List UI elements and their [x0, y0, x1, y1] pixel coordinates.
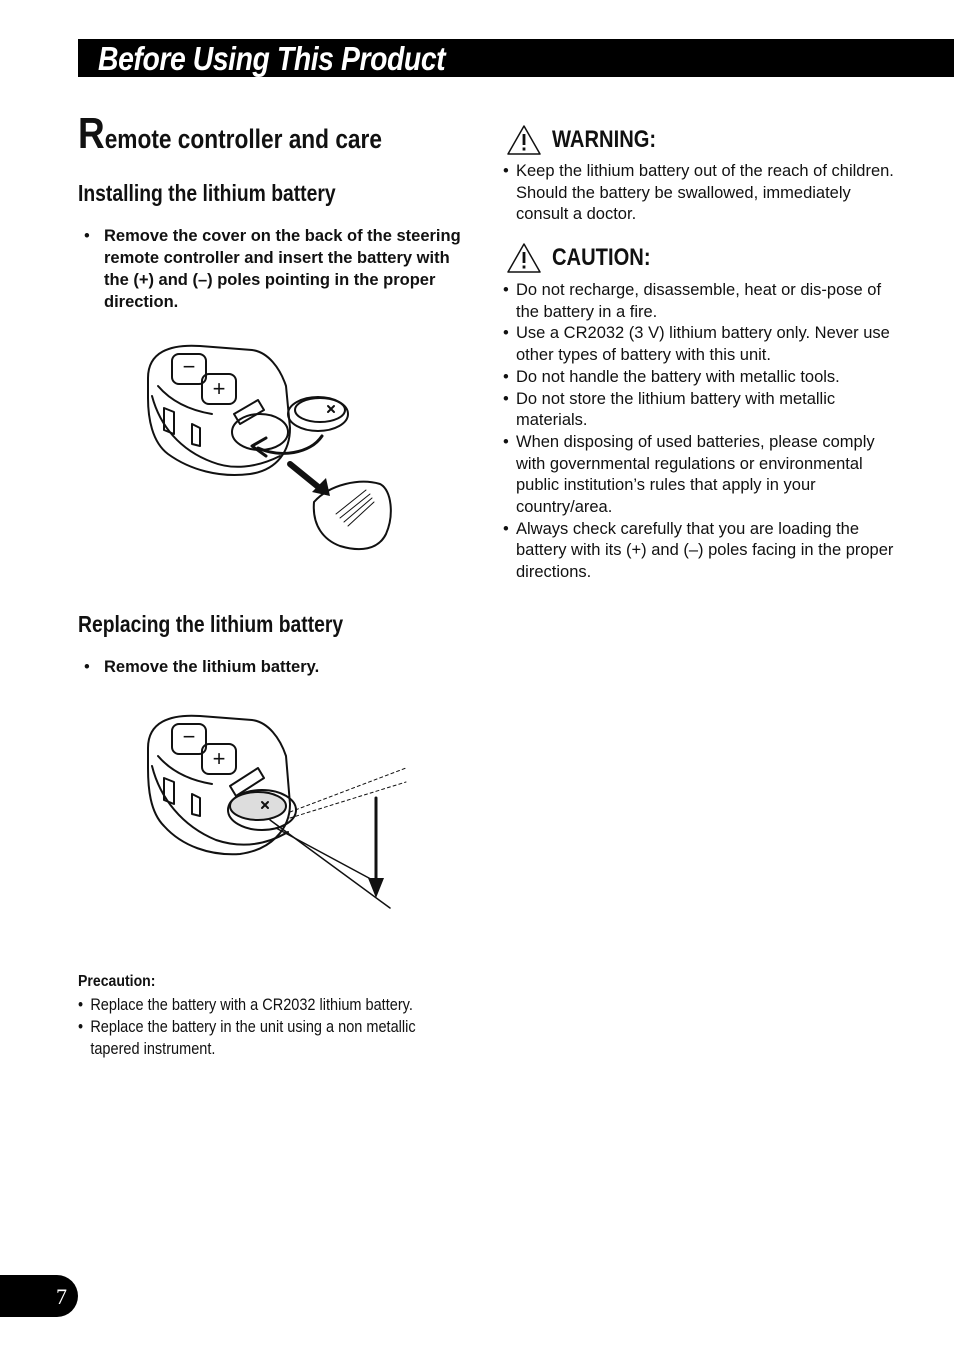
precaution-item: • Replace the battery with a CR2032 lithium battery.: [78, 994, 456, 1016]
remote-battery-remove-illustration: [140, 708, 420, 918]
caution-item: • Do not handle the battery with metallic tools.: [503, 367, 903, 389]
section-title-initial: R: [78, 109, 105, 158]
header-bar: [78, 39, 954, 77]
caution-item: • Do not recharge, disassemble, heat or dis-pose of the battery in a fire.: [503, 280, 903, 323]
section-title-rest: emote controller and care: [104, 124, 382, 154]
caution-item: • Use a CR2032 (3 V) lithium battery only. Never use other types of battery with this unit.: [503, 323, 903, 366]
replacing-step: • Remove the lithium battery.: [84, 656, 474, 678]
remote-body-shape: [148, 716, 290, 855]
minus-glyph: −: [182, 354, 196, 379]
caution-item: • Do not store the lithium battery with metallic materials.: [503, 389, 903, 432]
installing-step: • Remove the cover on the back of the steering remote controller and insert the battery with the (+) and (–) poles pointing in the proper direction.: [84, 225, 474, 313]
warning-list: [503, 161, 903, 226]
remote-battery-insert-illustration: [140, 338, 400, 558]
replacing-heading: Replacing the lithium battery: [78, 611, 344, 637]
warning-triangle-icon: [506, 124, 542, 156]
page-number: 7: [56, 1284, 67, 1309]
minus-glyph: −: [182, 724, 196, 749]
caution-triangle-icon: [506, 242, 542, 274]
installing-steps: [84, 225, 474, 313]
caution-item: • When disposing of used batteries, please comply with governmental regulations or environmental public institution’s rules that apply in your country/area.: [503, 432, 903, 519]
warning-item: • Keep the lithium battery out of the reach of children. Should the battery be swallowed, immediately consult a doctor.: [503, 161, 903, 226]
replacing-steps: [84, 656, 474, 678]
section-title: [78, 109, 382, 158]
caution-item: • Always check carefully that you are loading the battery with its (+) and (–) poles facing in the proper directions.: [503, 519, 903, 584]
warning-label: WARNING:: [552, 126, 657, 153]
caution-label: CAUTION:: [552, 244, 651, 271]
plus-glyph: +: [212, 746, 226, 771]
installing-heading: Installing the lithium battery: [78, 180, 336, 206]
caution-list: [503, 280, 903, 584]
plus-glyph: +: [212, 376, 226, 401]
page-header-title: Before Using This Product: [98, 40, 446, 77]
precaution-list: [78, 994, 456, 1060]
precaution-item: • Replace the battery in the unit using a non metallic tapered instrument.: [78, 1016, 456, 1060]
precaution-label: Precaution:: [78, 973, 156, 990]
page-number-tab: [0, 1275, 78, 1317]
